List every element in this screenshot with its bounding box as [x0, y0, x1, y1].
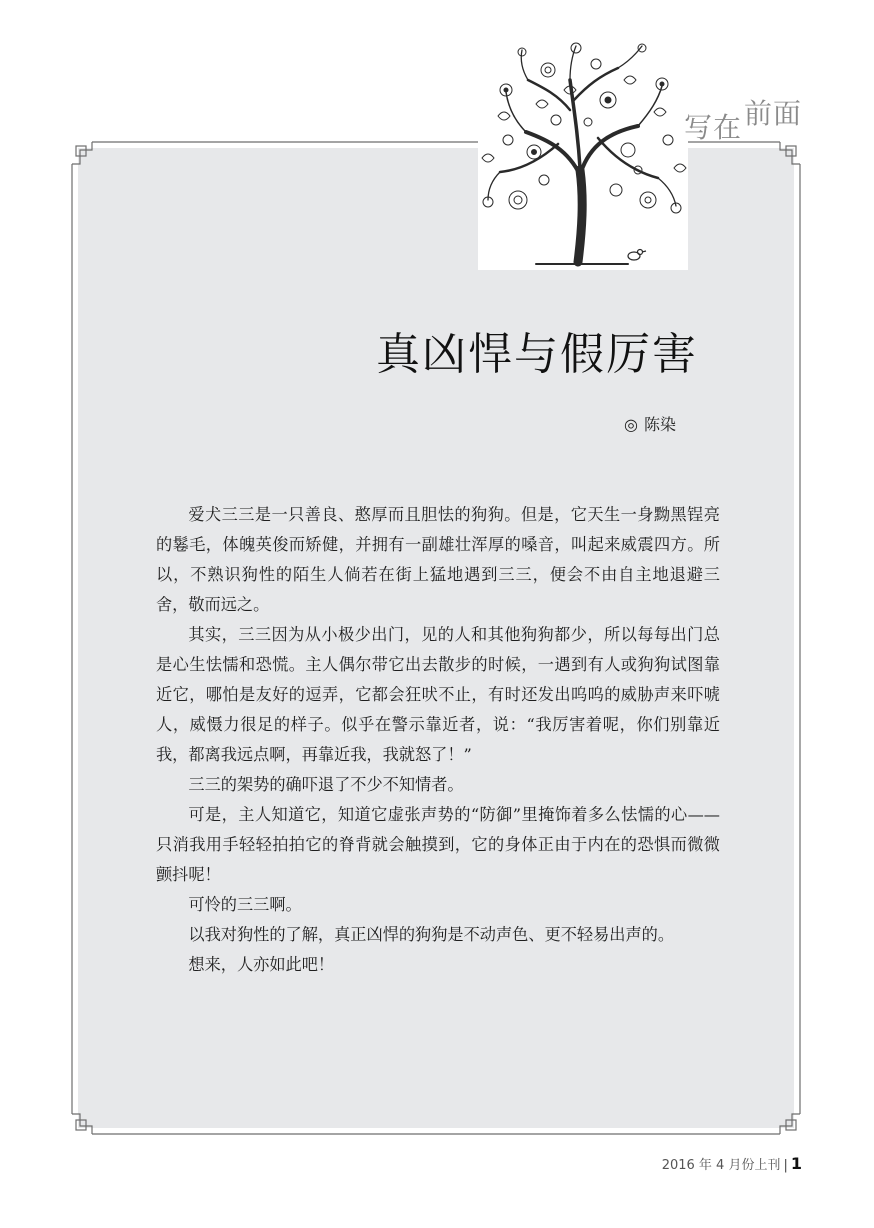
author-mark: ◎ — [624, 415, 638, 434]
section-label-part2: 前面 — [744, 97, 803, 130]
paragraph: 爱犬三三是一只善良、憨厚而且胆怯的狗狗。但是，它天生一身黝黑锃亮的鬈毛，体魄英俊而矫健，并拥有一副雄壮浑厚的嗓音，叫起来威震四方。所以，不熟识狗性的陌生人倘若在街上猛地遇到三三，便会不由自主地退避三舍，敬而远之。 — [156, 505, 720, 614]
paragraph: 三三的架势的确吓退了不少不知情者。 — [188, 775, 464, 794]
article-body — [156, 500, 720, 980]
issue-label: 2016 年 4 月份上刊 — [661, 1158, 781, 1173]
section-label-part1: 写在 — [684, 111, 743, 144]
decorative-tree-illustration — [478, 40, 688, 270]
footer-separator: | — [783, 1158, 788, 1173]
article-title: 真凶悍与假厉害 — [376, 329, 698, 380]
paragraph: 想来，人亦如此吧！ — [188, 955, 335, 974]
paragraph: 其实，三三因为从小极少出门，见的人和其他狗狗都少，所以每每出门总是心生怯懦和恐慌。主人偶尔带它出去散步的时候，一遇到有人或狗狗试图靠近它，哪怕是友好的逗弄，它都会狂吠不止，有时还发出呜呜的威胁声来吓唬人，威慑力很足的样子。似乎在警示靠近者，说：“我厉害着呢，你们别靠近我，都离我远点啊，再靠近我，我就怒了！” — [156, 625, 720, 764]
paragraph: 以我对狗性的了解，真正凶悍的狗狗是不动声色、更不轻易出声的。 — [188, 925, 675, 944]
author-line — [624, 412, 676, 435]
paragraph: 可是，主人知道它，知道它虚张声势的“防御”里掩饰着多么怯懦的心——只消我用手轻轻拍拍它的脊背就会触摸到，它的身体正由于内在的恐惧而微微颤抖呢！ — [156, 805, 720, 884]
page-number: 1 — [790, 1154, 802, 1173]
paragraph: 可怜的三三啊。 — [188, 895, 302, 914]
page-footer — [662, 1154, 802, 1173]
author-name: 陈染 — [643, 415, 676, 434]
